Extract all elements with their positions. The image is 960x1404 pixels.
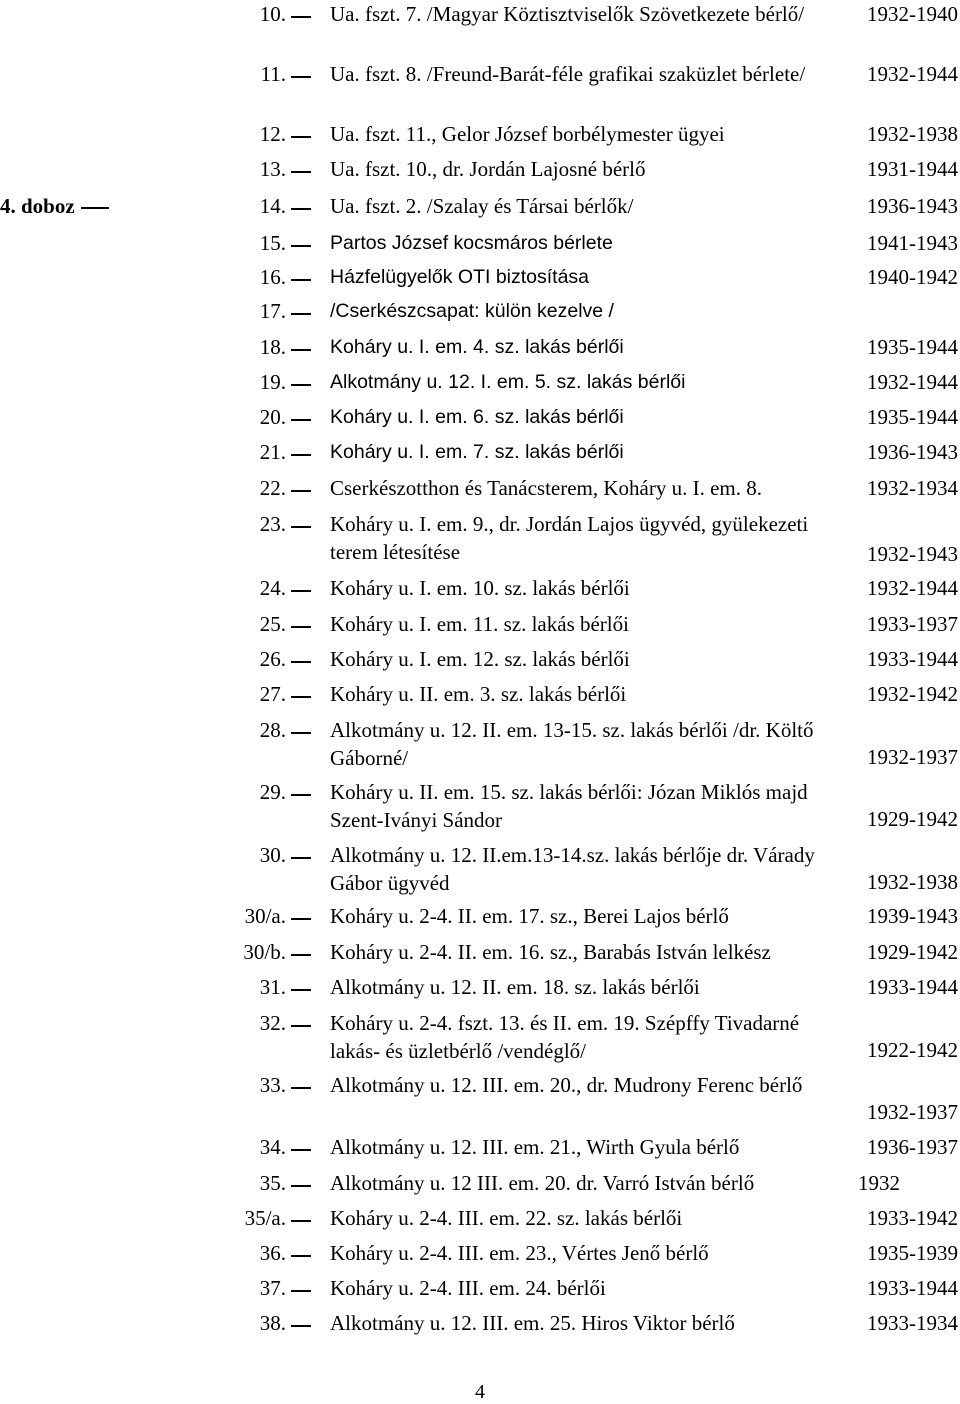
item-number: 30/b.: [243, 940, 286, 964]
item-years: 1936-1943: [867, 194, 958, 218]
item-dash: [291, 245, 311, 247]
item-description: Koháry u. II. em. 3. sz. lakás bérlői: [330, 682, 627, 706]
item-description: Ua. fszt. 8. /Freund-Barát-féle grafikai szaküzlet bérlete/: [330, 62, 806, 86]
item-dash: [291, 1149, 311, 1151]
item-number: 20.: [259, 405, 286, 429]
item-number: 35.: [259, 1171, 286, 1195]
item-description: Alkotmány u. 12. II. em. 13-15. sz. lakás bérlői /dr. Költő Gáborné/: [330, 718, 814, 770]
item-dash: [291, 626, 311, 628]
item-description: Alkotmány u. 12. I. em. 5. sz. lakás bérlői: [330, 371, 686, 393]
item-number: 24.: [259, 576, 286, 600]
item-description: Koháry u. 2-4. II. em. 17. sz., Berei Lajos bérlő: [330, 904, 729, 928]
item-dash: [291, 1185, 311, 1187]
item-description: Koháry u. I. em. 6. sz. lakás bérlői: [330, 406, 624, 428]
item-years: 1936-1937: [867, 1135, 958, 1159]
item-years: 1933-1944: [867, 975, 958, 999]
item-description: Koháry u. I. em. 12. sz. lakás bérlői: [330, 647, 630, 671]
item-description: Partos József kocsmáros bérlete: [330, 232, 613, 254]
item-years: 1933-1944: [867, 1276, 958, 1300]
item-dash: [291, 171, 311, 173]
item-description: /Cserkészcsapat: külön kezelve /: [330, 300, 614, 322]
item-years: 1932-1937: [867, 745, 958, 769]
item-description: Alkotmány u. 12 III. em. 20. dr. Varró István bérlő: [330, 1171, 755, 1195]
item-number: 19.: [259, 370, 286, 394]
item-number: 23.: [259, 512, 286, 536]
item-years: 1932-1944: [867, 370, 958, 394]
box-label: [0, 192, 109, 220]
item-number: 21.: [259, 440, 286, 464]
item-dash: [291, 454, 311, 456]
item-dash: [291, 732, 311, 734]
item-number: 11.: [260, 62, 286, 86]
item-years: 1932-1944: [867, 62, 958, 86]
item-years: 1936-1943: [867, 440, 958, 464]
item-number: 38.: [259, 1311, 286, 1335]
item-number: 34.: [259, 1135, 286, 1159]
item-number: 36.: [259, 1241, 286, 1265]
item-years: 1932: [858, 1171, 900, 1195]
item-dash: [291, 349, 311, 351]
item-number: 17.: [259, 299, 286, 323]
item-number: 31.: [259, 975, 286, 999]
item-years: 1922-1942: [867, 1038, 958, 1062]
item-description: Koháry u. I. em. 10. sz. lakás bérlői: [330, 576, 630, 600]
item-dash: [291, 419, 311, 421]
item-description: Koháry u. 2-4. fszt. 13. és II. em. 19. Szépffy Tivadarné lakás- és üzletbérlő /vendéglő/: [330, 1011, 800, 1063]
item-dash: [291, 16, 311, 18]
item-description: Koháry u. I. em. 11. sz. lakás bérlői: [330, 612, 629, 636]
item-dash: [291, 1025, 311, 1027]
item-years: 1932-1942: [867, 682, 958, 706]
item-years: 1940-1942: [867, 265, 958, 289]
item-years: 1929-1942: [867, 940, 958, 964]
item-number: 28.: [259, 718, 286, 742]
item-years: 1929-1942: [867, 807, 958, 831]
item-number: 30.: [259, 843, 286, 867]
item-number: 12.: [259, 122, 286, 146]
item-years: 1933-1937: [867, 612, 958, 636]
item-description: Házfelügyelők OTI biztosítása: [330, 266, 590, 288]
item-description: Ua. fszt. 11., Gelor József borbélymester ügyei: [330, 122, 725, 146]
item-number: 37.: [259, 1276, 286, 1300]
item-years: 1935-1944: [867, 405, 958, 429]
item-description: Koháry u. 2-4. II. em. 16. sz., Barabás István lelkész: [330, 940, 771, 964]
item-description: Koháry u. II. em. 15. sz. lakás bérlői: Józan Miklós majd Szent-Iványi Sándor: [330, 780, 808, 832]
item-dash: [291, 918, 311, 920]
item-number: 26.: [259, 647, 286, 671]
item-years: 1932-1943: [867, 542, 958, 566]
item-description: Cserkészotthon és Tanácsterem, Koháry u. I. em. 8.: [330, 476, 763, 500]
item-dash: [291, 590, 311, 592]
item-number: 14.: [259, 194, 286, 218]
item-description: Alkotmány u. 12. III. em. 21., Wirth Gyula bérlő: [330, 1135, 740, 1159]
item-description: Alkotmány u. 12. III. em. 25. Hiros Viktor bérlő: [330, 1311, 735, 1335]
item-dash: [291, 794, 311, 796]
item-years: 1932-1940: [867, 2, 958, 26]
item-number: 18.: [259, 335, 286, 359]
item-description: Alkotmány u. 12. II.em.13-14.sz. lakás bérlője dr. Várady Gábor ügyvéd: [330, 843, 815, 895]
box-label-underline: [81, 207, 109, 209]
item-dash: [291, 313, 311, 315]
item-number: 22.: [259, 476, 286, 500]
item-description: Koháry u. I. em. 7. sz. lakás bérlői: [330, 441, 624, 463]
item-number: 15.: [259, 231, 286, 255]
item-number: 33.: [259, 1073, 286, 1097]
item-description: Koháry u. I. em. 9., dr. Jordán Lajos ügyvéd, gyülekezeti terem létesítése: [330, 512, 809, 564]
item-dash: [291, 857, 311, 859]
item-years: 1935-1939: [867, 1241, 958, 1265]
item-description: Koháry u. 2-4. III. em. 24. bérlői: [330, 1276, 606, 1300]
item-years: 1939-1943: [867, 904, 958, 928]
item-dash: [291, 526, 311, 528]
item-number: 32.: [259, 1011, 286, 1035]
item-description: Ua. fszt. 2. /Szalay és Társai bérlők/: [330, 194, 634, 218]
item-years: 1932-1937: [867, 1100, 958, 1124]
item-years: 1933-1942: [867, 1206, 958, 1230]
item-number: 16.: [259, 265, 286, 289]
item-number: 35/a.: [244, 1206, 286, 1230]
item-number: 25.: [259, 612, 286, 636]
item-years: 1932-1938: [867, 122, 958, 146]
item-years: 1935-1944: [867, 335, 958, 359]
item-dash: [291, 989, 311, 991]
item-dash: [291, 1325, 311, 1327]
item-years: 1932-1944: [867, 576, 958, 600]
item-years: 1933-1944: [867, 647, 958, 671]
item-years: 1931-1944: [867, 157, 958, 181]
box-label-text: 4. doboz: [0, 194, 75, 218]
item-dash: [291, 136, 311, 138]
item-dash: [291, 1255, 311, 1257]
page-number: 4: [475, 1381, 485, 1403]
item-dash: [291, 954, 311, 956]
item-dash: [291, 1290, 311, 1292]
item-dash: [291, 76, 311, 78]
item-description: Ua. fszt. 7. /Magyar Köztisztviselők Szövetkezete bérlő/: [330, 2, 805, 26]
item-description: Ua. fszt. 10., dr. Jordán Lajosné bérlő: [330, 157, 646, 181]
item-description: Alkotmány u. 12. II. em. 18. sz. lakás bérlői: [330, 975, 700, 999]
item-number: 10.: [259, 2, 286, 26]
item-dash: [291, 490, 311, 492]
item-dash: [291, 1087, 311, 1089]
item-years: 1941-1943: [867, 231, 958, 255]
item-dash: [291, 696, 311, 698]
item-dash: [291, 661, 311, 663]
item-dash: [291, 279, 311, 281]
item-number: 13.: [259, 157, 286, 181]
item-description: Koháry u. I. em. 4. sz. lakás bérlői: [330, 336, 624, 358]
item-number: 30/a.: [244, 904, 286, 928]
item-number: 27.: [259, 682, 286, 706]
item-years: 1933-1934: [867, 1311, 958, 1335]
item-description: Alkotmány u. 12. III. em. 20., dr. Mudrony Ferenc bérlő: [330, 1073, 803, 1097]
item-description: Koháry u. 2-4. III. em. 22. sz. lakás bérlői: [330, 1206, 683, 1230]
item-years: 1932-1938: [867, 870, 958, 894]
item-dash: [291, 208, 311, 210]
item-number: 29.: [259, 780, 286, 804]
item-years: 1932-1934: [867, 476, 958, 500]
item-dash: [291, 1220, 311, 1222]
item-dash: [291, 384, 311, 386]
item-description: Koháry u. 2-4. III. em. 23., Vértes Jenő bérlő: [330, 1241, 709, 1265]
